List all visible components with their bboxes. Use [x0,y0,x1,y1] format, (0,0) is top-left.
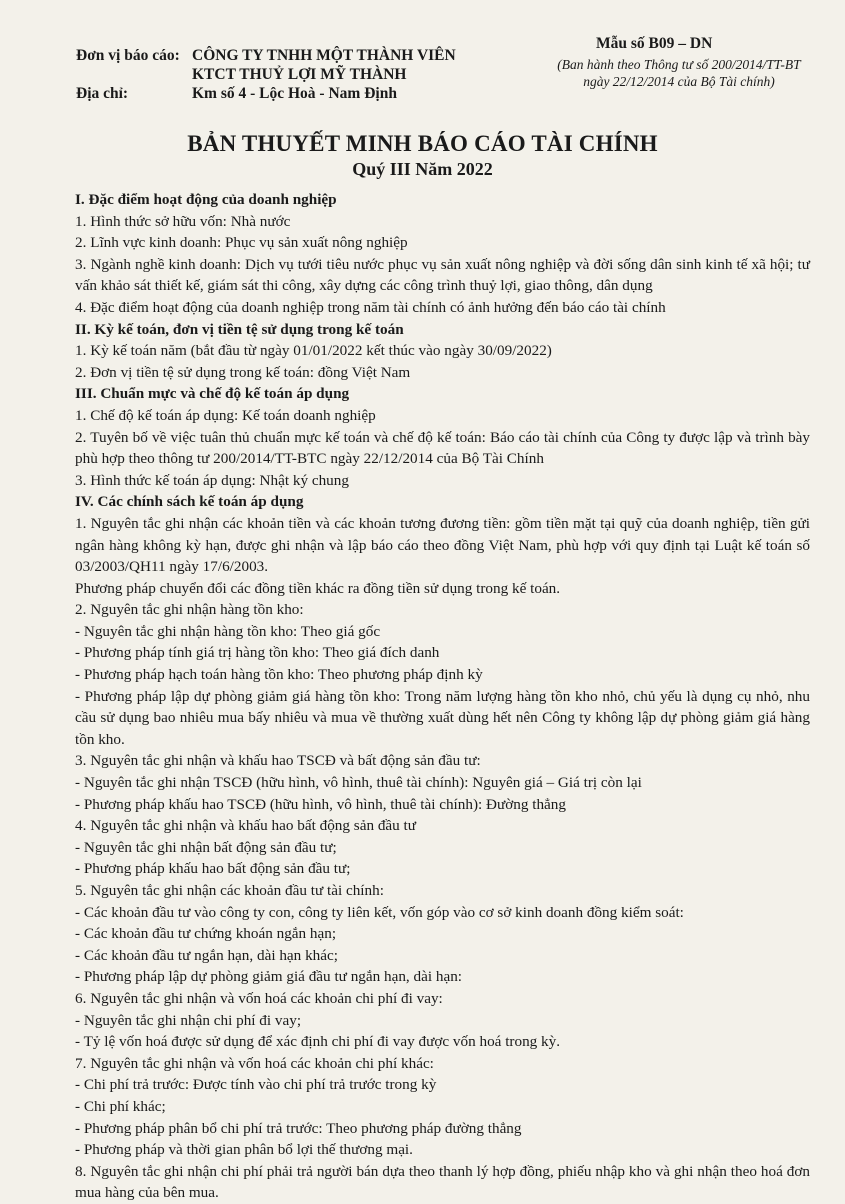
section-heading: III. Chuẩn mực và chế độ kế toán áp dụng [75,385,350,403]
paragraph: - Các khoản đầu tư vào công ty con, công ty liên kết, vốn góp vào cơ sở kinh doanh đồng kiểm soát: [75,903,684,921]
form-note-line-1: (Ban hành theo Thông tư số 200/2014/TT-BT [557,57,801,72]
paragraph: 5. Nguyên tắc ghi nhận các khoản đầu tư tài chính: [75,882,384,899]
paragraph: - Phương pháp hạch toán hàng tồn kho: Theo phương pháp định kỳ [75,666,483,684]
reporting-unit-block [76,46,456,103]
paragraph: 1. Chế độ kế toán áp dụng: Kế toán doanh nghiệp [75,406,376,424]
document-body [75,189,810,1204]
form-number-block [548,34,810,90]
section-heading: IV. Các chính sách kế toán áp dụng [75,493,304,511]
paragraph: 2. Tuyên bố về việc tuân thủ chuẩn mực kế toán và chế độ kế toán: Báo cáo tài chính của Công ty được lập và trình bày phù hợp theo thông tư 200/2014/TT-BTC ngày 22/12/2014 của Bộ Tài Chính [75,428,810,468]
paragraph: - Nguyên tắc ghi nhận bất động sản đầu tư; [75,838,337,856]
paragraph: - Nguyên tắc ghi nhận chi phí đi vay; [75,1011,302,1029]
paragraph: Phương pháp chuyển đổi các đồng tiền khác ra đồng tiền sử dụng trong kế toán. [75,579,561,597]
paragraph: 4. Nguyên tắc ghi nhận và khấu hao bất động sản đầu tư [75,817,417,835]
paragraph: 2. Lĩnh vực kinh doanh: Phục vụ sản xuất nông nghiệp [75,234,408,252]
page-title: BẢN THUYẾT MINH BÁO CÁO TÀI CHÍNH [187,131,658,156]
section-heading: I. Đặc điểm hoạt động của doanh nghiệp [75,191,337,208]
paragraph: - Phương pháp và thời gian phân bổ lợi thế thương mại. [75,1141,413,1159]
form-note-line-2: ngày 22/12/2014 của Bộ Tài chính) [583,74,775,89]
paragraph: 3. Nguyên tắc ghi nhận và khấu hao TSCĐ và bất động sản đầu tư: [75,752,481,770]
paragraph: - Các khoản đầu tư ngắn hạn, dài hạn khác; [75,946,338,964]
unit-name-line-2: KTCT THUỶ LỢI MỸ THÀNH [192,66,407,83]
address-label: Địa chỉ: [76,85,129,102]
paragraph: 2. Nguyên tắc ghi nhận hàng tồn kho: [75,601,304,619]
address-value: Km số 4 - Lộc Hoà - Nam Định [192,85,397,102]
paragraph: 3. Hình thức kế toán áp dụng: Nhật ký chung [75,471,349,489]
unit-name-line-1: CÔNG TY TNHH MỘT THÀNH VIÊN [192,47,456,64]
paragraph: - Phương pháp khấu hao TSCĐ (hữu hình, vô hình, thuê tài chính): Đường thẳng [75,795,566,813]
paragraph: - Nguyên tắc ghi nhận hàng tồn kho: Theo giá gốc [75,622,381,640]
section-heading: II. Kỳ kế toán, đơn vị tiền tệ sử dụng trong kế toán [75,320,404,338]
paragraph: 8. Nguyên tắc ghi nhận chi phí phải trả người bán dựa theo thanh lý hợp đồng, phiếu nhập kho và ghi nhận theo hoá đơn mua hàng của bên mua. [75,1162,810,1202]
paragraph: - Tỷ lệ vốn hoá được sử dụng để xác định chi phí đi vay được vốn hoá trong kỳ. [75,1033,561,1051]
paragraph: 4. Đặc điểm hoạt động của doanh nghiệp trong năm tài chính có ảnh hưởng đến báo cáo tài chính [75,298,666,316]
paragraph: - Nguyên tắc ghi nhận TSCĐ (hữu hình, vô hình, thuê tài chính): Nguyên giá – Giá trị còn lại [75,774,642,792]
paragraph: 1. Kỳ kế toán năm (bắt đầu từ ngày 01/01/2022 kết thúc vào ngày 30/09/2022) [75,342,552,360]
page-subtitle: Quý III Năm 2022 [352,159,493,179]
paragraph: 7. Nguyên tắc ghi nhận và vốn hoá các khoản chi phí khác: [75,1054,434,1072]
paragraph: - Phương pháp phân bổ chi phí trả trước: Theo phương pháp đường thẳng [75,1119,522,1137]
paragraph: 2. Đơn vị tiền tệ sử dụng trong kế toán: đồng Việt Nam [75,363,411,381]
paragraph: - Phương pháp tính giá trị hàng tồn kho: Theo giá đích danh [75,644,440,662]
paragraph: 3. Ngành nghề kinh doanh: Dịch vụ tưới tiêu nước phục vụ sản xuất nông nghiệp và đời sống dân sinh kinh tế xã hội; tư vấn khảo sát thiết kế, giám sát thi công, xây dựng các công trình thuỷ lợi, giao thông, dân dụng [75,255,810,295]
title-block [0,130,845,180]
form-number: Mẫu số B09 – DN [596,35,713,52]
paragraph: - Các khoản đầu tư chứng khoán ngắn hạn; [75,925,337,943]
paragraph: - Phương pháp lập dự phòng giảm giá hàng tồn kho: Trong năm lượng hàng tồn kho nhỏ, chủ yếu là dụng cụ nhỏ, nhu cầu sử dụng bao nhiêu mua bấy nhiêu và mua về thường xuất dùng hết nên Công ty không lập dự phòng giảm giá hàng tồn kho. [75,687,810,748]
paragraph: - Phương pháp lập dự phòng giảm giá đầu tư ngắn hạn, dài hạn: [75,968,463,986]
paragraph: - Chi phí khác; [75,1097,166,1115]
unit-label: Đơn vị báo cáo: [76,47,180,64]
paragraph: - Chi phí trả trước: Được tính vào chi phí trả trước trong kỳ [75,1076,437,1094]
paragraph: - Phương pháp khấu hao bất động sản đầu tư; [75,860,351,878]
paragraph: 1. Hình thức sở hữu vốn: Nhà nước [75,212,291,230]
paragraph: 1. Nguyên tắc ghi nhận các khoản tiền và các khoản tương đương tiền: gồm tiền mặt tại quỹ của doanh nghiệp, tiền gửi ngân hàng không kỳ hạn, được ghi nhận và lập báo cáo theo đồng Việt Nam, phù hợp với quy định tại Luật kế toán số 03/2003/QH11 ngày 17/6/2003. [75,514,810,576]
paragraph: 6. Nguyên tắc ghi nhận và vốn hoá các khoản chi phí đi vay: [75,989,443,1007]
